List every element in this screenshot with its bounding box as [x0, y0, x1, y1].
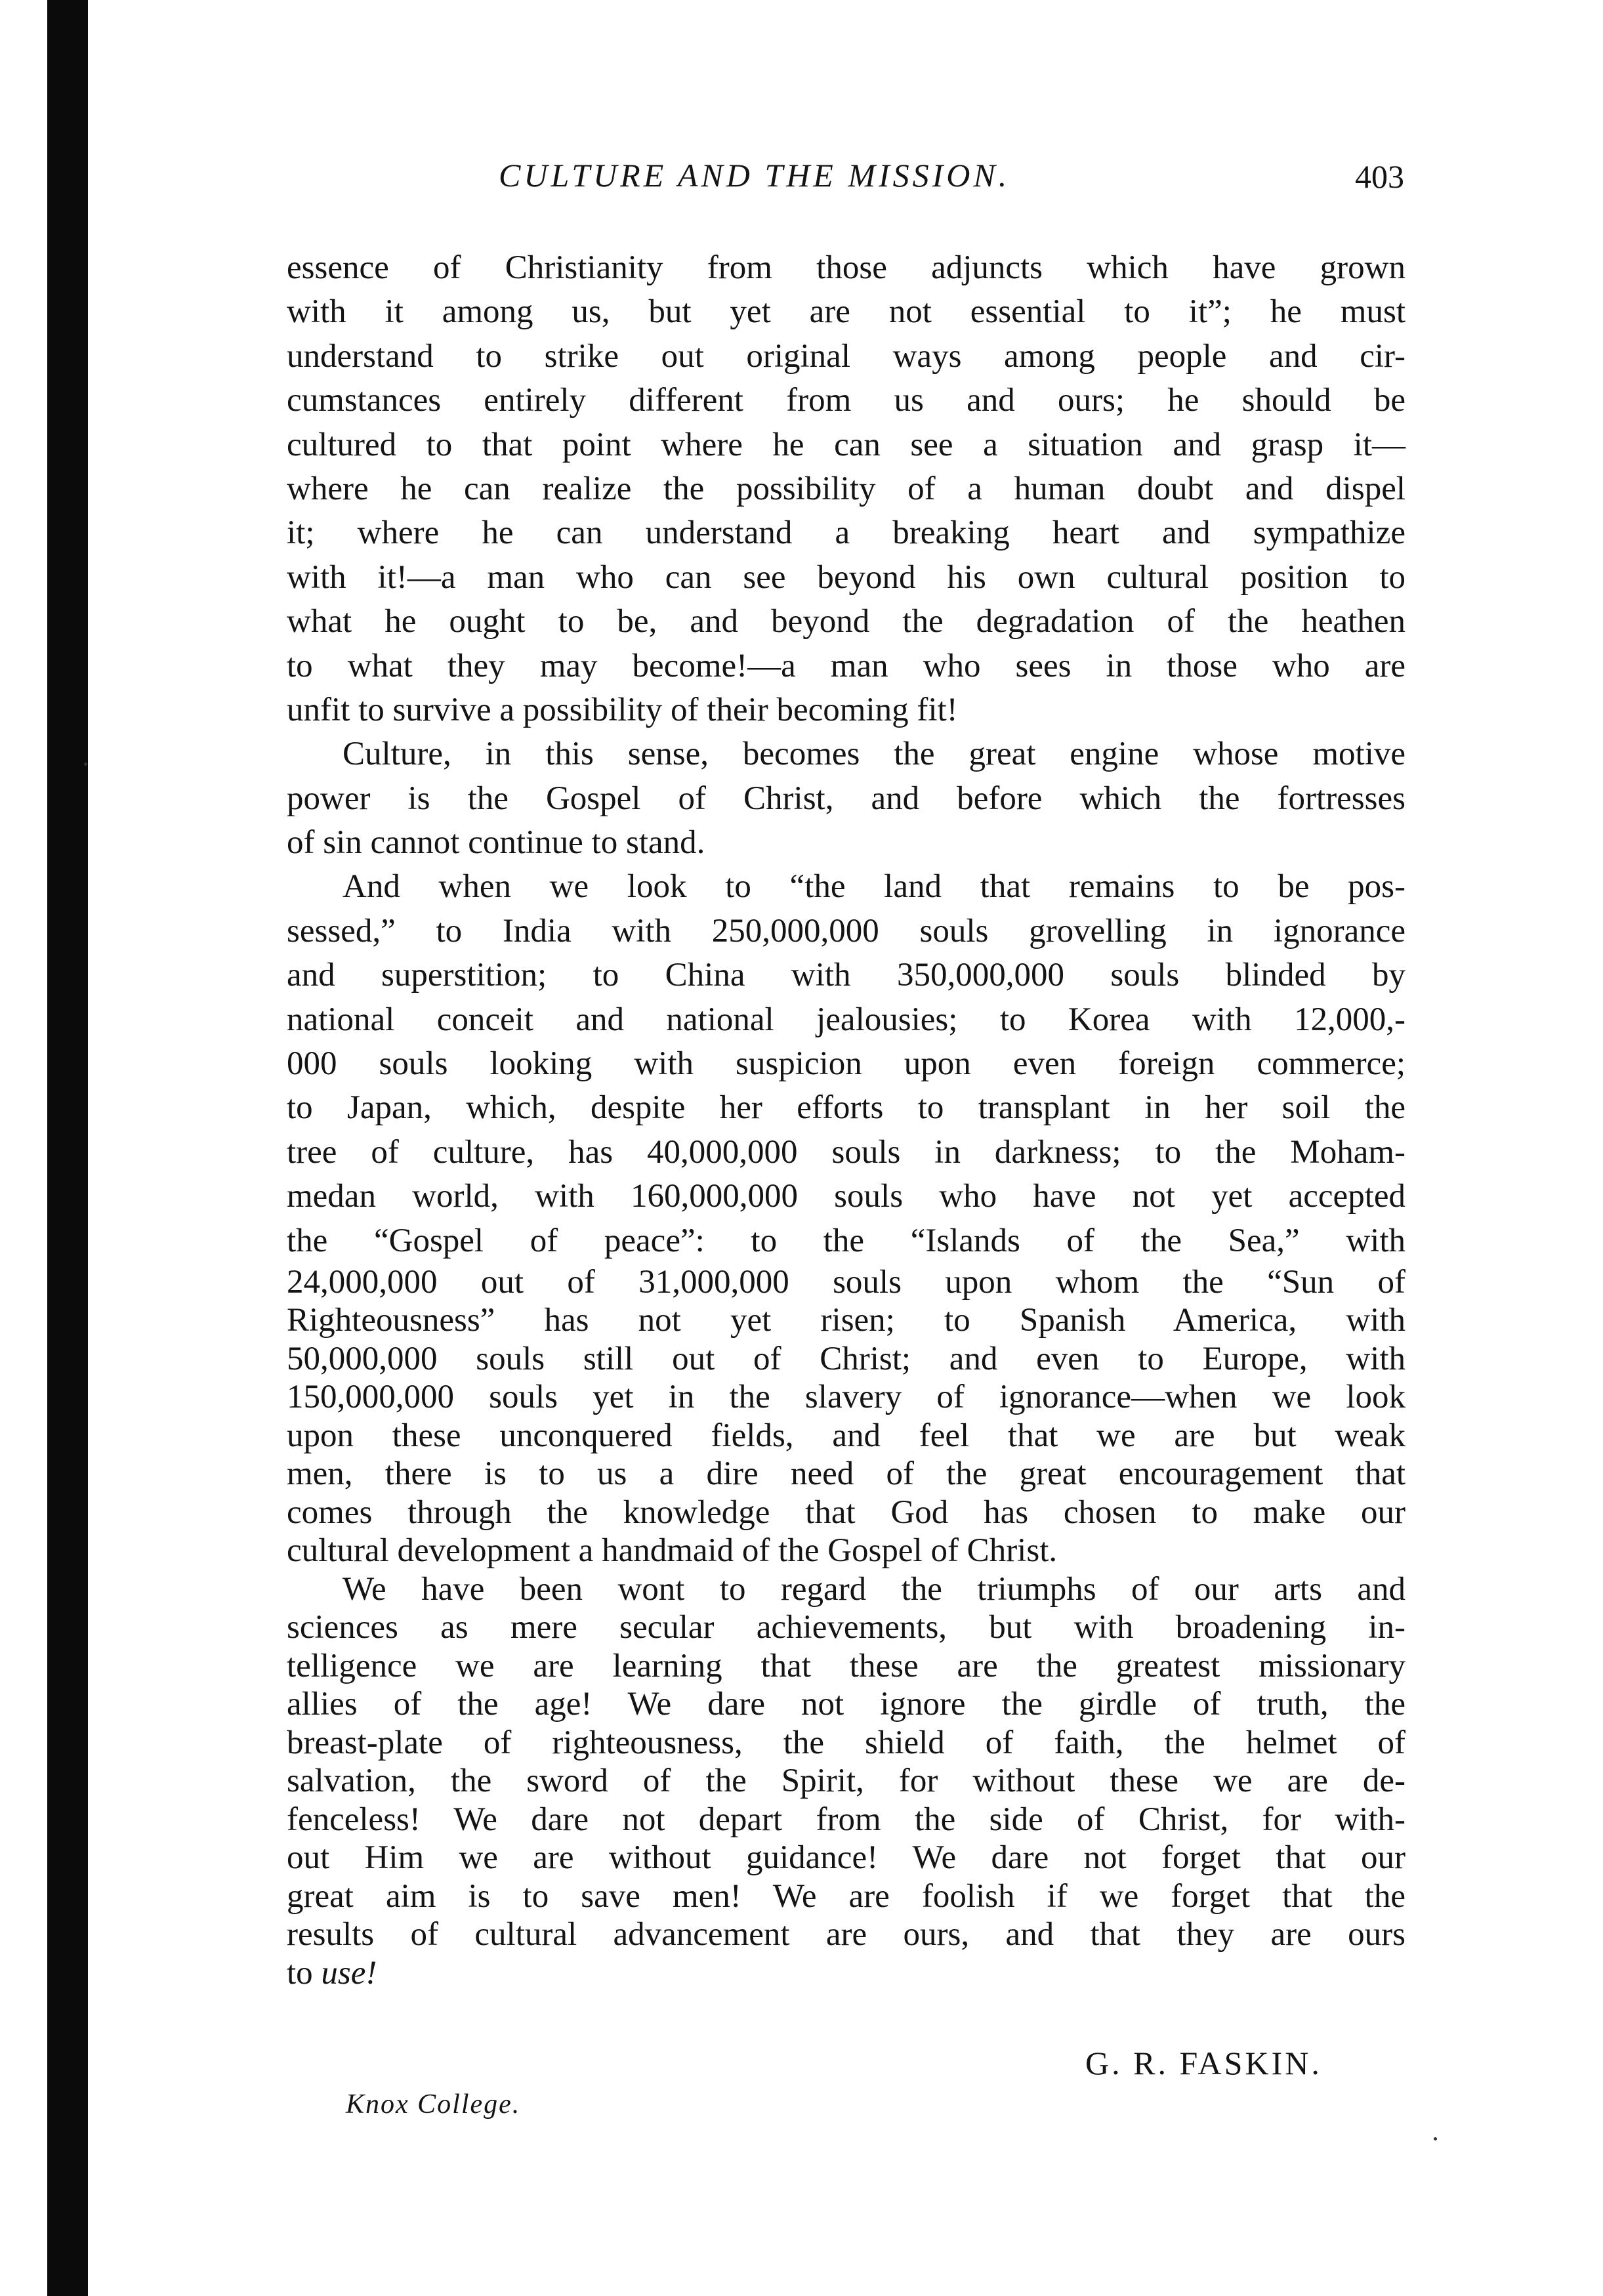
text-line: sciences as mere secular achievements, but with broadening in-	[287, 1609, 1405, 1646]
text-line: fenceless! We dare not depart from the side of Christ, for with-	[287, 1801, 1405, 1838]
closing-line	[287, 1954, 1405, 1993]
text-line: unfit to survive a possibility of their becoming fit!	[287, 691, 958, 728]
author-signature: G. R. FASKIN.	[1085, 2045, 1322, 2081]
text-line: of sin cannot continue to stand.	[287, 824, 705, 862]
text-line: national conceit and national jealousies; to Korea with 12,000,-	[287, 1001, 1405, 1038]
text-line: understand to strike out original ways among people and cir-	[287, 337, 1405, 375]
closing-emphasis: use!	[321, 1954, 377, 1992]
text-line: out Him we are without guidance! We dare not forget that our	[287, 1839, 1405, 1877]
page-binding-edge	[47, 0, 88, 2296]
text-line: 150,000,000 souls yet in the slavery of ignorance—when we look	[287, 1379, 1405, 1416]
paragraph-1	[287, 246, 1405, 732]
text-line: the “Gospel of peace”: to the “Islands of the Sea,” with	[287, 1222, 1405, 1259]
paragraph-3-continued	[287, 1263, 1405, 1570]
text-line: breast-plate of righteousness, the shield of faith, the helmet of	[287, 1724, 1405, 1761]
text-line: to Japan, which, despite her efforts to transplant in her soil the	[287, 1089, 1405, 1127]
text-line: sessed,” to India with 250,000,000 souls grovelling in ignorance	[287, 912, 1405, 950]
text-line: men, there is to us a dire need of the great encouragement that	[287, 1455, 1405, 1493]
text-line: 24,000,000 out of 31,000,000 souls upon whom the “Sun of	[287, 1263, 1405, 1301]
text-line: to what they may become!—a man who sees in those who are	[287, 647, 1405, 684]
text-line: comes through the knowledge that God has chosen to make our	[287, 1493, 1405, 1531]
closing-prefix: to	[287, 1954, 322, 1992]
page-number: 403	[1355, 158, 1404, 195]
text-line: tree of culture, has 40,000,000 souls in darkness; to the Moham-	[287, 1133, 1405, 1171]
print-speck	[84, 762, 87, 766]
text-line: Culture, in this sense, becomes the great engine whose motive	[343, 736, 1405, 773]
text-line: medan world, with 160,000,000 souls who have not yet accepted	[287, 1178, 1405, 1215]
text-line: upon these unconquered fields, and feel that we are but weak	[287, 1417, 1405, 1454]
text-line: results of cultural advancement are ours, and that they are ours	[287, 1916, 1405, 1953]
print-speck	[1434, 2137, 1437, 2140]
text-line: great aim is to save men! We are foolish if we forget that the	[287, 1877, 1405, 1915]
text-line: salvation, the sword of the Spirit, for without these we are de-	[287, 1763, 1405, 1800]
text-line: and superstition; to China with 350,000,000 souls blinded by	[287, 957, 1405, 994]
text-line: with it among us, but yet are not essential to it”; he must	[287, 293, 1405, 331]
text-line: it; where he can understand a breaking heart and sympathize	[287, 514, 1405, 552]
paragraph-2	[287, 732, 1405, 865]
text-line: 000 souls looking with suspicion upon even foreign commerce;	[287, 1045, 1405, 1083]
text-line: power is the Gospel of Christ, and before which the fortresses	[287, 780, 1405, 817]
text-line: with it!—a man who can see beyond his own cultural position to	[287, 558, 1405, 596]
text-line: 50,000,000 souls still out of Christ; and even to Europe, with	[287, 1340, 1405, 1377]
page-header	[289, 156, 1404, 209]
paragraph-4	[287, 1570, 1405, 1993]
text-line: what he ought to be, and beyond the degradation of the heathen	[287, 603, 1405, 640]
author-affiliation: Knox College.	[346, 2089, 521, 2119]
text-line: cultural development a handmaid of the Gospel of Christ.	[287, 1532, 1058, 1570]
running-title: CULTURE AND THE MISSION.	[499, 157, 1010, 194]
text-line: allies of the age! We dare not ignore the girdle of truth, the	[287, 1686, 1405, 1723]
text-line: telligence we are learning that these are the greatest missionary	[287, 1647, 1405, 1684]
text-line: cultured to that point where he can see a situation and grasp it—	[287, 426, 1405, 463]
article-body	[287, 246, 1405, 1992]
text-line: And when we look to “the land that remains to be pos-	[343, 868, 1405, 906]
text-line: We have been wont to regard the triumphs of our arts and	[343, 1570, 1405, 1608]
text-line: essence of Christianity from those adjuncts which have grown	[287, 249, 1405, 286]
paragraph-3	[287, 865, 1405, 1263]
text-line: Righteousness” has not yet risen; to Spanish America, with	[287, 1302, 1405, 1339]
text-line: where he can realize the possibility of a human doubt and dispel	[287, 470, 1405, 507]
text-line: cumstances entirely different from us and ours; he should be	[287, 382, 1405, 419]
